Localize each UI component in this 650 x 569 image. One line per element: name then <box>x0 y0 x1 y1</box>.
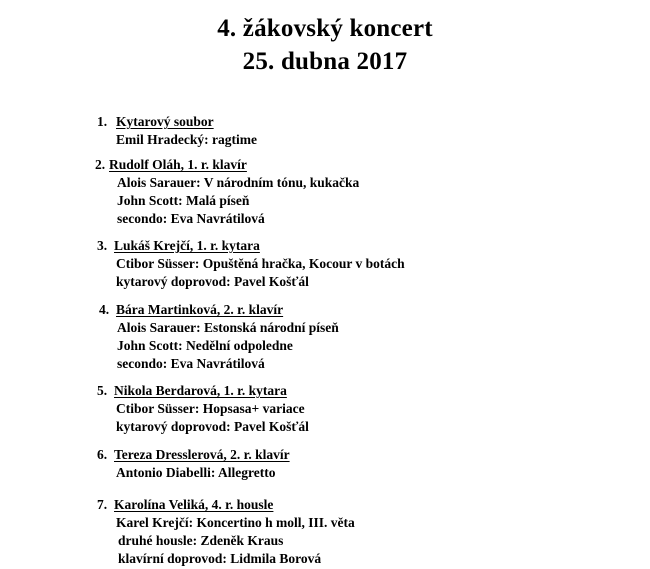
item-head <box>99 301 339 319</box>
concert-date: 25. dubna 2017 <box>242 48 408 75</box>
item-line: Alois Sarauer: Estonská národní píseň <box>117 320 339 335</box>
item-performer: Rudolf Oláh, 1. r. klavír <box>109 157 247 172</box>
program-item-6 <box>97 446 290 482</box>
item-number: 5. <box>97 383 108 398</box>
item-line: secondo: Eva Navrátilová <box>117 211 265 226</box>
item-head <box>97 496 355 514</box>
item-line: kytarový doprovod: Pavel Košťál <box>116 274 309 289</box>
item-line: John Scott: Nedělní odpoledne <box>117 338 293 353</box>
item-number: 6. <box>97 447 108 462</box>
program-item-5 <box>97 382 309 436</box>
item-line: Karel Krejčí: Koncertino h moll, III. věta <box>116 515 355 530</box>
program-item-1 <box>97 113 257 149</box>
item-line: klavírní doprovod: Lidmila Borová <box>118 551 322 566</box>
item-performer: Nikola Berdarová, 1. r. kytara <box>114 383 287 398</box>
item-line: kytarový doprovod: Pavel Košťál <box>116 419 309 434</box>
item-performer: Bára Martinková, 2. r. klavír <box>116 302 284 317</box>
item-line: druhé housle: Zdeněk Kraus <box>118 533 284 548</box>
program-item-4 <box>99 301 339 373</box>
item-number: 3. <box>97 238 108 253</box>
program-item-3 <box>97 237 405 291</box>
item-performer: Tereza Dresslerová, 2. r. klavír <box>114 447 290 462</box>
item-line: Emil Hradecký: ragtime <box>116 132 257 147</box>
item-number: 7. <box>97 497 108 512</box>
item-performer: Karolína Veliká, 4. r. housle <box>114 497 274 512</box>
item-number: 1. <box>97 114 108 129</box>
item-line: Ctibor Süsser: Hopsasa+ variace <box>116 401 305 416</box>
item-line: Ctibor Süsser: Opuštěná hračka, Kocour v botách <box>116 256 405 271</box>
program-item-2 <box>95 156 359 228</box>
item-line: Alois Sarauer: V národním tónu, kukačka <box>117 175 360 190</box>
item-performer: Lukáš Krejčí, 1. r. kytara <box>114 238 260 253</box>
item-head <box>97 446 290 464</box>
item-head <box>97 237 405 255</box>
item-line: Antonio Diabelli: Allegretto <box>116 465 276 480</box>
item-performer: Kytarový soubor <box>116 114 214 129</box>
item-head <box>97 382 309 400</box>
item-head <box>97 113 257 131</box>
item-line: John Scott: Malá píseň <box>117 193 250 208</box>
item-number: 4. <box>99 302 110 317</box>
item-line: secondo: Eva Navrátilová <box>117 356 265 371</box>
concert-title: 4. žákovský koncert <box>217 15 433 42</box>
item-head <box>95 156 359 174</box>
item-number: 2. <box>95 157 106 172</box>
program-item-7 <box>97 496 355 568</box>
